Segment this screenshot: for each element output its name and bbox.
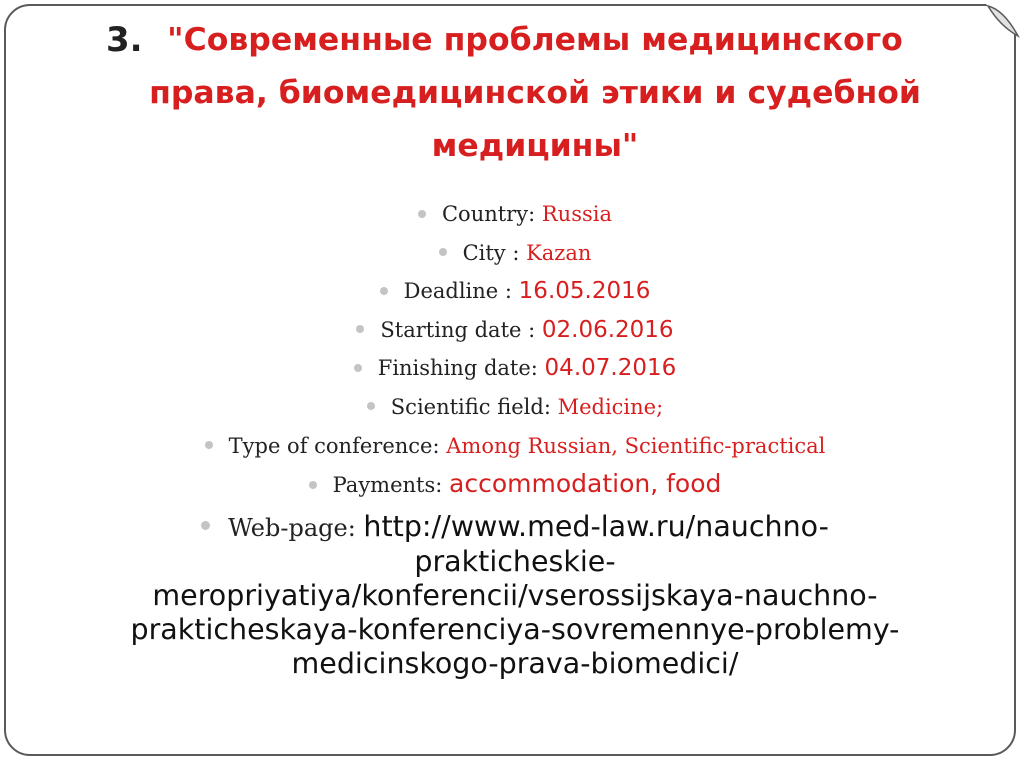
item-label: Type of conference bbox=[228, 433, 433, 458]
list-item-finishing-date bbox=[40, 349, 990, 388]
info-list bbox=[40, 195, 990, 504]
bullet-icon bbox=[354, 364, 362, 372]
bullet-icon bbox=[367, 402, 375, 410]
web-page-url-part-1[interactable]: http://www.med-law.ru/nauchno- bbox=[363, 510, 829, 543]
item-value: 02.06.2016 bbox=[541, 316, 674, 343]
bullet-icon bbox=[380, 287, 388, 295]
item-value: Russia bbox=[541, 202, 612, 226]
item-value: 04.07.2016 bbox=[544, 355, 677, 382]
web-page-label: Web-page bbox=[228, 514, 348, 542]
item-separator: : bbox=[521, 317, 542, 342]
list-item-starting-date bbox=[40, 311, 990, 350]
item-label: Scientific field bbox=[390, 394, 544, 419]
list-item-scientific-field bbox=[40, 388, 990, 427]
item-separator: : bbox=[498, 279, 519, 304]
web-page-url-part-4[interactable]: prakticheskaya-konferenciya-sovremennye-problemy- bbox=[130, 613, 900, 646]
bullet-icon bbox=[205, 441, 213, 449]
item-separator: : bbox=[432, 433, 447, 458]
slide-title bbox=[100, 14, 970, 173]
bullet-icon bbox=[309, 481, 317, 489]
bullet-icon bbox=[356, 325, 364, 333]
title-line-3: медицины" bbox=[431, 128, 639, 164]
web-page-line-1 bbox=[40, 510, 990, 545]
slide-number: 3. bbox=[106, 20, 143, 60]
item-label: Country bbox=[441, 202, 529, 226]
item-value: Kazan bbox=[526, 240, 592, 265]
title-line-2: права, биомедицинской этики и судебной bbox=[149, 75, 921, 111]
item-value: 16.05.2016 bbox=[518, 278, 651, 305]
web-page-separator: : bbox=[347, 514, 364, 542]
item-label: Starting date bbox=[380, 317, 522, 342]
item-value: Among Russian, Scientific-practical bbox=[446, 433, 826, 458]
list-item-conference-type bbox=[40, 427, 990, 466]
item-label: Payments bbox=[332, 473, 436, 498]
bullet-icon bbox=[201, 521, 210, 530]
bullet-icon bbox=[418, 210, 426, 218]
title-line-1: "Современные проблемы медицинского bbox=[167, 22, 903, 58]
item-separator: : bbox=[435, 473, 450, 498]
item-separator: : bbox=[505, 240, 527, 265]
item-separator: : bbox=[543, 394, 558, 419]
list-item-payments bbox=[40, 465, 990, 504]
web-page-url-part-3[interactable]: meropriyatiya/konferencii/vserossijskaya-nauchno- bbox=[152, 579, 878, 612]
item-value: Medicine; bbox=[557, 394, 664, 419]
item-separator: : bbox=[528, 202, 542, 226]
list-item-city bbox=[40, 234, 990, 273]
item-label: Deadline bbox=[403, 279, 499, 304]
item-label: Finishing date bbox=[377, 356, 531, 381]
web-page-item bbox=[40, 510, 990, 681]
list-item-country bbox=[40, 195, 990, 234]
page-curl-icon bbox=[986, 4, 1020, 38]
item-separator: : bbox=[530, 356, 545, 381]
list-item-deadline bbox=[40, 272, 990, 311]
web-page-url-part-5[interactable]: medicinskogo-prava-biomedici/ bbox=[291, 647, 739, 680]
item-value: accommodation, food bbox=[449, 469, 722, 499]
web-page-url-part-2[interactable]: prakticheskie- bbox=[414, 545, 616, 578]
bullet-icon bbox=[439, 248, 447, 256]
item-label: City bbox=[462, 240, 506, 265]
